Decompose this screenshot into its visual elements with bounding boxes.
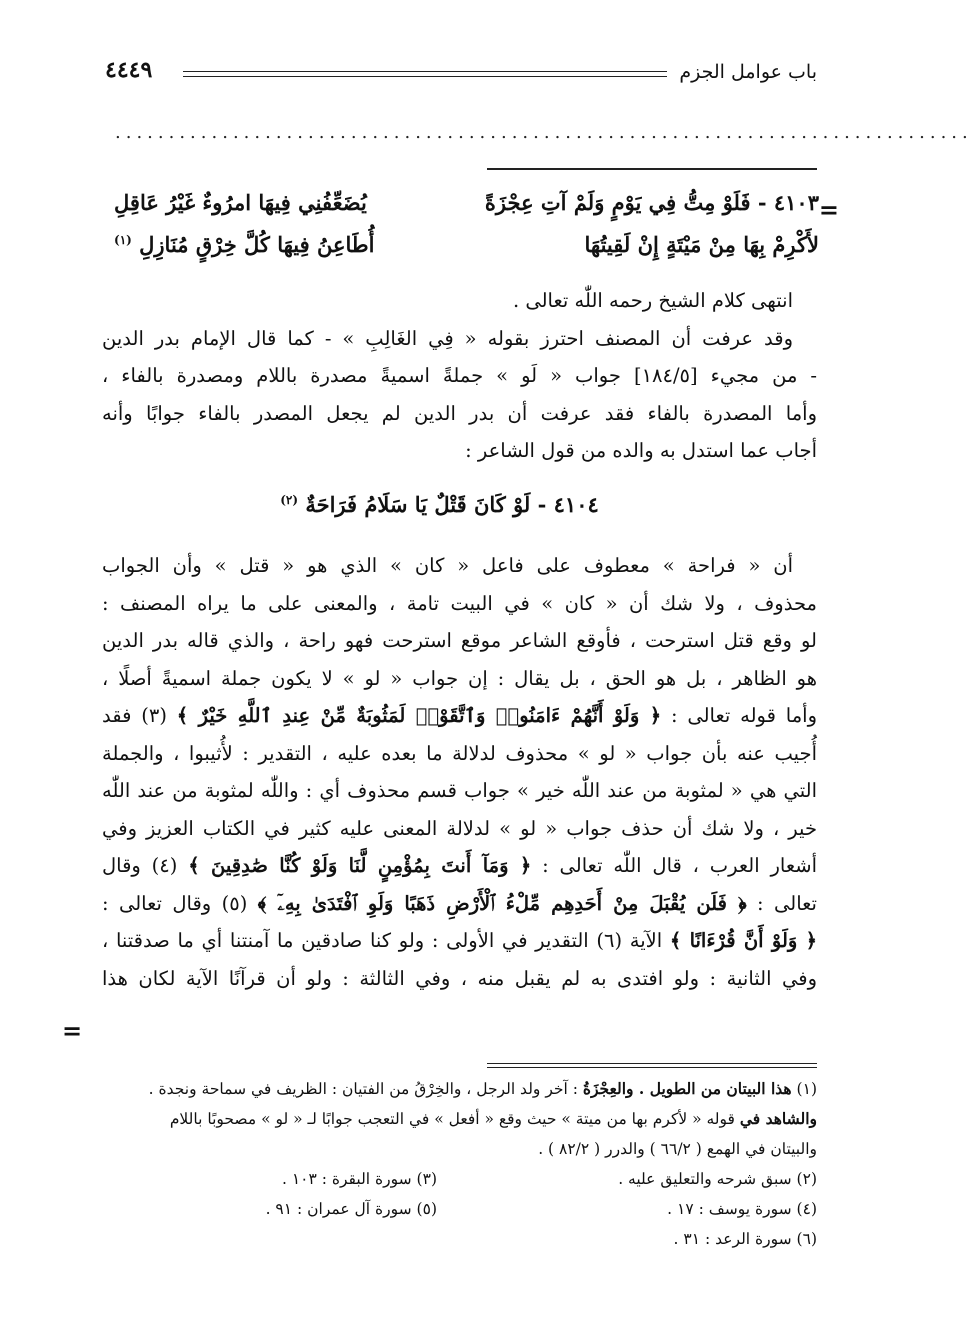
quran-quote: ﴿ فَلَن يُقْبَلَ مِنْ أَحَدِهِم مِّلْءُ ٱلْأَرْضِ ذَهَبًا وَلَوِ ٱفْتَدَىٰ بِهِۦٓ ﴾ bbox=[257, 891, 747, 915]
header-rule bbox=[183, 71, 667, 77]
text-run: (٥) وقال تعالى : bbox=[102, 891, 248, 915]
text-line bbox=[102, 922, 817, 960]
footnote-5: (٥) سورة آل عمران : ٩١ . bbox=[265, 1200, 437, 1218]
text-line: وفي الثانية : ولو افتدى به لم يقبل منه ، وفي الثالثة : ولو أن قرآنًا الآية لكان هذا bbox=[102, 966, 817, 990]
footnote-1-line3 bbox=[102, 1134, 817, 1164]
text-line bbox=[102, 697, 817, 735]
text-line bbox=[102, 885, 817, 923]
quran-quote: ﴿ وَمَآ أَنتَ بِمُؤْمِنٍ لَّنَا وَلَوْ كُنَّا صَٰدِقِينَ ﴾ bbox=[188, 854, 532, 877]
footnote-bold: هذا البيتان من الطويل . والعِجْزَةُ bbox=[582, 1079, 792, 1098]
verse-4103-line2 bbox=[114, 232, 819, 276]
footnote-number: (١) bbox=[796, 1080, 817, 1098]
text-line: أن « فراحة » معطوف على فاعل « كان » الذي هو « قتل » وأن الجواب bbox=[102, 554, 793, 577]
text-run: تعالى : bbox=[757, 891, 817, 915]
continuation-marker-top: = bbox=[818, 195, 839, 224]
text-line: هو الظاهر ، بل هو الحق ، بل يقال : إن جواب « لو » لا يكون جملة اسميةً أصلًا ، bbox=[102, 666, 817, 690]
verse-hemistich bbox=[114, 232, 374, 257]
text-run: أشعار العرب ، قال اللّٰه تعالى : bbox=[542, 854, 817, 877]
dotted-separator: ................................................................................ bbox=[115, 122, 973, 143]
continuation-marker-bottom: = bbox=[62, 1016, 83, 1045]
verse-4103-line1 bbox=[114, 190, 819, 234]
footnote-text: والبيتان في الهمع ( ٦٦/٢ ) والدرر ( ٨٢/٢ ) . bbox=[538, 1140, 817, 1158]
footnote-rule bbox=[487, 1063, 817, 1068]
text-line: محذوف ، ولا شك أن « كان » في البيت تامة ، والمعنى على ما يراه المصنف : bbox=[102, 591, 817, 615]
page-number: ٤٤٤٩ bbox=[105, 57, 153, 83]
text-run: وأما قوله تعالى : bbox=[670, 704, 817, 727]
footnote-row bbox=[102, 1164, 817, 1194]
text-line: - من مجيء [١٨٤/٥] جواب « لَو » جملةً اسميةً مصدرة باللام ومصدرة بالفاء ، bbox=[102, 364, 817, 387]
text-line: وقد عرفت أن المصنف احترز بقوله « فِي الغَالِبِ » - كما قال الإمام بدر الدين bbox=[102, 326, 793, 350]
text-run: (٣) فقد bbox=[102, 704, 167, 727]
footnote-ref: (١) bbox=[114, 233, 132, 247]
verse-hemistich: يُضَعِّفُنِي فِيهَا امرُوءٌ غَيْرُ عَاقِلِ bbox=[114, 190, 367, 215]
verse-4104 bbox=[0, 492, 879, 517]
verse-hemistich: لأَكْرِمْ بِهَا مِنْ مَيْتَةٍ إِنْ لَقِيتُهَا bbox=[584, 232, 819, 257]
text-line: التي هي « لمثوبة من عند اللّٰه خير » جواب قسم محذوف أي : واللّٰه لمثوبة من عند اللّٰه bbox=[102, 779, 817, 802]
footnote-text: : آخر ولد الرجل ، والخِرْقُ من الفتيان : الظريف في سماحة ونجدة . bbox=[148, 1080, 578, 1098]
footnote-ref: (٢) bbox=[280, 493, 299, 507]
text-run: الآية (٦) التقدير في الأولى : ولو كنا صادقين ما آمنتنا أي ما صدقتنا ، bbox=[102, 929, 663, 952]
footnotes bbox=[102, 1074, 817, 1254]
footnote-4: (٤) سورة يوسف : ١٧ . bbox=[667, 1200, 817, 1218]
footnote-2: (٢) سبق شرحه والتعليق عليه . bbox=[618, 1170, 817, 1188]
footnote-row bbox=[102, 1224, 817, 1254]
text-line: أجاب عما استدل به والده من قول الشاعر : bbox=[465, 439, 817, 462]
quran-quote: ﴿ وَلَوْ أَنَّهُمْ ءَامَنُوا۟ وَٱتَّقَوْا۟ لَمَثُوبَةٌ مِّنْ عِندِ ٱللَّهِ خَيْرٌ ﴾ bbox=[176, 704, 662, 727]
verse-text: أُطَاعِنُ فِيهَا كُلَّ خِرْقٍ مُنَازِلِ bbox=[139, 232, 375, 257]
verse-text: ٤١٠٤ - لَوْ كَانَ قَتْلٌ يَا سَلَامُ فَرَاحَةٌ bbox=[305, 492, 599, 517]
text-line: لو وقع قتل استرحت ، فأوقع الشاعر موقع استرحت فهو راحة ، والذي قاله بدر الدين bbox=[102, 629, 817, 652]
footnote-1-line2 bbox=[102, 1104, 817, 1134]
text-line bbox=[102, 847, 817, 885]
section-rule bbox=[487, 168, 817, 170]
verse-hemistich: ٤١٠٣ - فَلَوْ مِتُّ فِي يَوْمٍ وَلَمْ آتِ عِجْزَةً bbox=[484, 190, 819, 215]
body-text-1 bbox=[102, 282, 817, 470]
footnote-bold: والشاهد في bbox=[739, 1109, 817, 1128]
body-text-2 bbox=[102, 547, 817, 997]
footnote-1-line1 bbox=[102, 1074, 817, 1104]
text-run: (٤) وقال bbox=[102, 854, 178, 877]
footnote-3: (٣) سورة البقرة : ١٠٣ . bbox=[281, 1170, 437, 1188]
running-header bbox=[105, 55, 817, 95]
footnote-6: (٦) سورة الرعد : ٣١ . bbox=[673, 1230, 817, 1248]
text-line: خير ، ولا شك أن حذف جواب « لو » لدلالة المعنى عليه كثير في الكتاب العزيز وفي bbox=[102, 816, 817, 840]
text-line: أُجيب عنه بأن جواب « لو » محذوف لدلالة ما بعده عليه ، التقدير : لأُثيبوا ، والجملة bbox=[102, 741, 817, 765]
text-line: وأما المصدرة بالفاء فقد عرفت أن بدر الدين لم يجعل المصدر بالفاء جوابًا وأنه bbox=[102, 401, 817, 425]
footnote-row bbox=[102, 1194, 817, 1224]
quran-quote: ﴿ وَلَوْ أَنَّ قُرْءَانًا ﴾ bbox=[669, 929, 817, 952]
chapter-title: باب عوامل الجزم bbox=[679, 61, 817, 83]
footnote-text: قوله « لأكرم بها من ميتة » حيث وقع « أفعل » في التعجب جوابًا لـ « لو » مصحوبًا باللام bbox=[169, 1110, 735, 1128]
text-line: انتهى كلام الشيخ رحمه اللّٰه تعالى . bbox=[512, 289, 793, 312]
